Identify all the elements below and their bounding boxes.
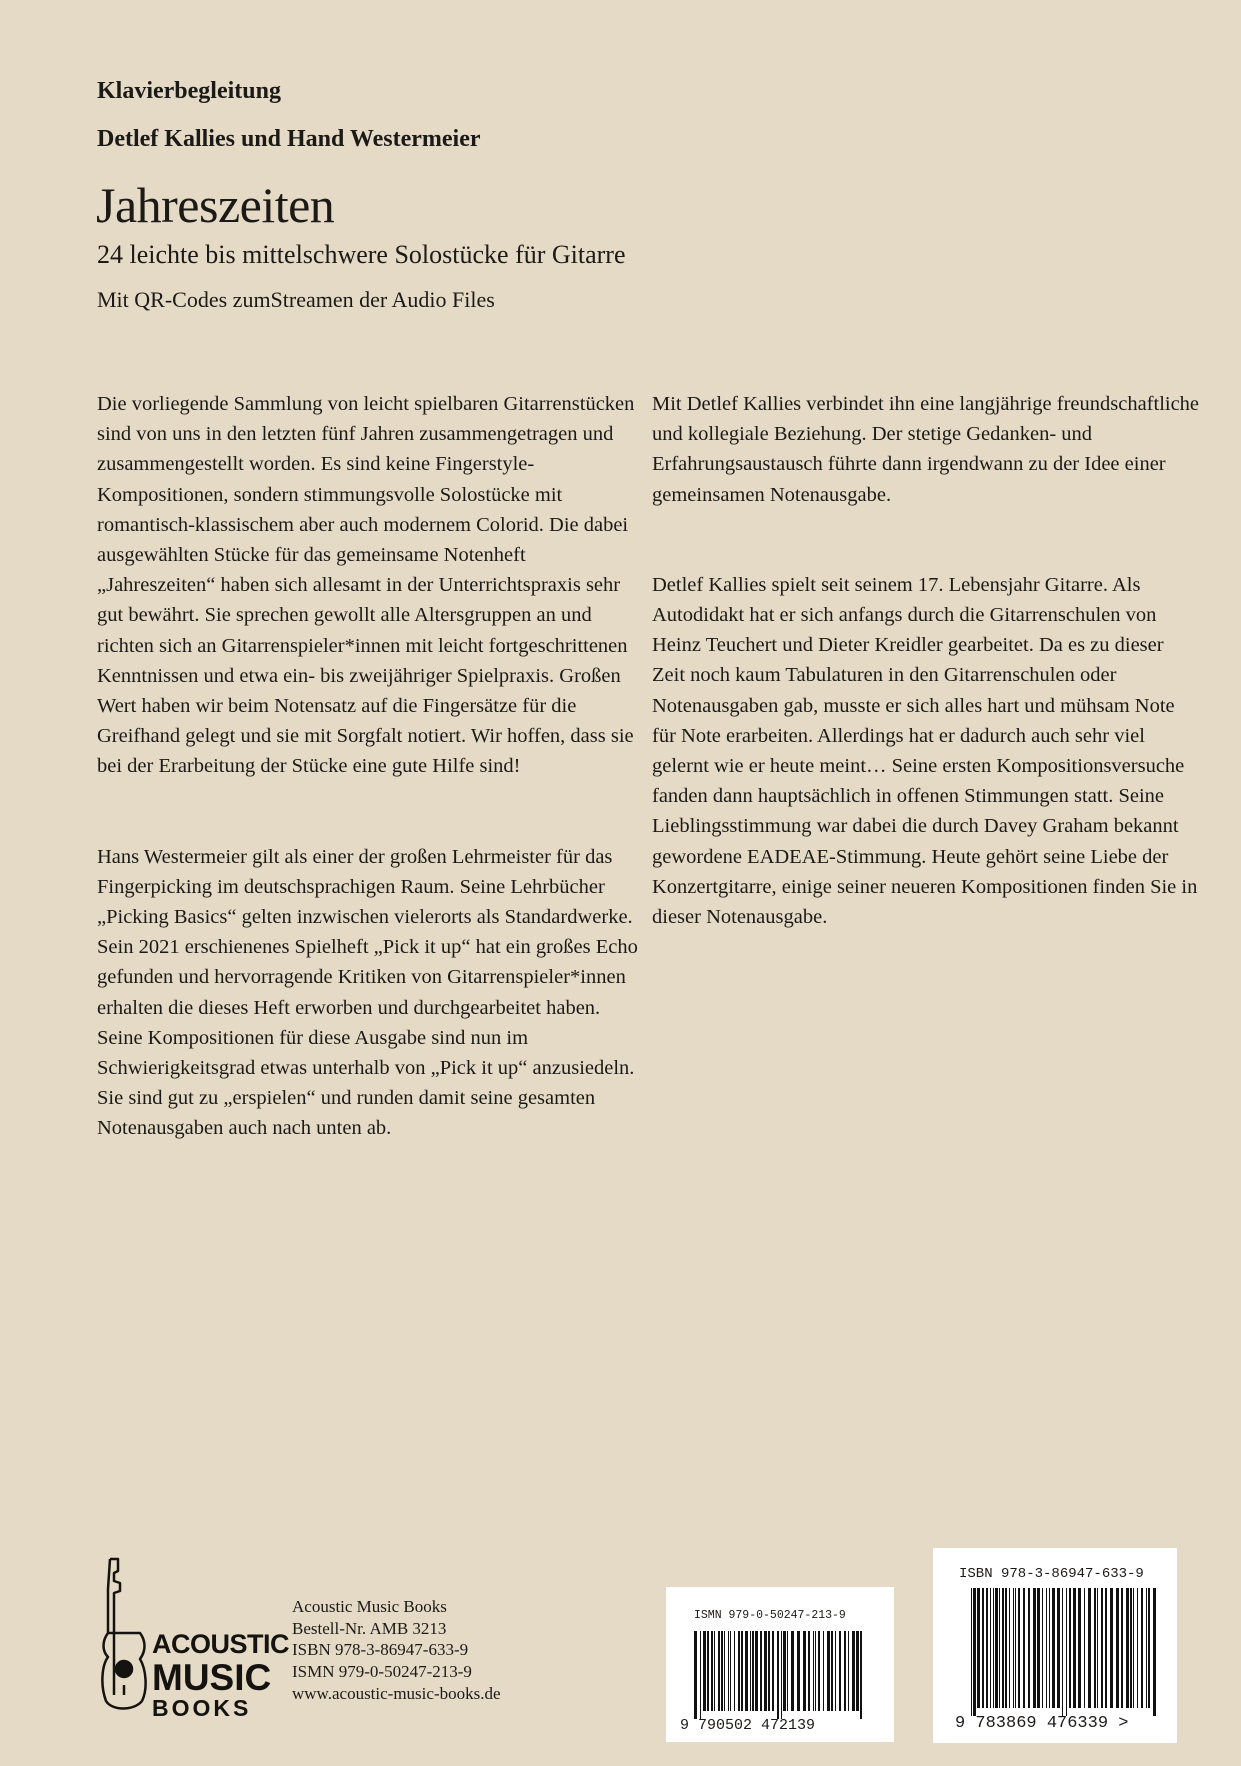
barcode-bar [848, 1631, 849, 1711]
barcode-bar [995, 1588, 998, 1708]
isbn-barcode-digits: 9 783869 476339 > [955, 1714, 1129, 1733]
barcode-bar [813, 1631, 814, 1711]
barcode-bar [728, 1631, 729, 1711]
authors: Detlef Kallies und Hand Westermeier [97, 126, 481, 152]
barcode-bar [783, 1631, 786, 1711]
barcode-bar [1062, 1588, 1063, 1716]
barcode-bar [1042, 1588, 1043, 1708]
text-column-left [97, 389, 645, 1144]
barcode-bar [777, 1631, 779, 1719]
barcode-bar [750, 1631, 751, 1711]
logo-text-books: BOOKS [152, 1695, 252, 1721]
barcode-bar [714, 1631, 715, 1711]
subtitle: 24 leichte bis mittelschwere Solostücke für Gitarre [97, 240, 626, 269]
barcode-bar [973, 1588, 976, 1716]
barcode-bar [1005, 1588, 1007, 1708]
logo-text-music: MUSIC [152, 1657, 272, 1698]
barcode-bar [860, 1631, 862, 1719]
barcode-bar [815, 1631, 816, 1711]
barcode-bar [1073, 1588, 1076, 1708]
isbn-barcode [933, 1548, 1177, 1743]
barcode-bar [982, 1588, 984, 1708]
barcode-bar [1130, 1588, 1132, 1708]
text-column-right [652, 389, 1200, 932]
barcode-bar [772, 1631, 774, 1711]
barcode-bar [852, 1631, 855, 1711]
barcode-bar [839, 1631, 841, 1711]
barcode-bar [990, 1588, 991, 1708]
barcode-bar [827, 1631, 830, 1711]
barcode-bar [1146, 1588, 1147, 1708]
paragraph-westermeier: Hans Westermeier gilt als einer der großen Lehrmeister für das Fingerpicking im deutschsprachigen Raum. Seine Lehrbücher „Picking Basics“ gelten inzwischen vielerorts als Standardwerke. Sein 2021 erschienenes Spielheft „Pick it up“ hat ein großes Echo gefunden und hervorragende Kritiken von Gitarrenspieler*innen erhalten die dieses Heft erworben und durchgearbeitet haben. Seine Kompositionen für diese Ausgabe sind nun im Schwierigkeitsgrad etwas unterhalb von „Pick it up“ anzusiedeln. Sie sind gut zu „erspielen“ und runden damit seine gesamten Notenausgaben auch nach unten ab. [97, 845, 638, 1140]
barcode-bar [1141, 1588, 1143, 1708]
barcode-bar [700, 1631, 701, 1719]
barcode-bar [1052, 1588, 1055, 1708]
barcode-bar [755, 1631, 758, 1711]
barcode-bar [1013, 1588, 1014, 1708]
barcode-bar [977, 1588, 980, 1708]
barcode-bar [856, 1631, 859, 1711]
barcode-bar [781, 1631, 782, 1719]
ismn-barcode-label: ISMN 979-0-50247-213-9 [694, 1609, 846, 1622]
barcode-bar [1148, 1588, 1150, 1708]
barcode-bar [1153, 1588, 1156, 1716]
barcode-bar [707, 1631, 709, 1711]
barcode-bar [797, 1631, 800, 1711]
barcode-bar [745, 1631, 748, 1711]
barcode-bar [1078, 1588, 1081, 1708]
barcode-bar [741, 1631, 743, 1711]
paragraph-kallies: Detlef Kallies spielt seit seinem 17. Lebensjahr Gitarre. Als Autodidakt hat er sich anfangs durch die Gitarrenschulen von Heinz Teuchert und Dieter Kreidler gearbeitet. Da es zu dieser Zeit noch kaum Tabulaturen in den Gitarrenschulen oder Notenausgaben gab, musste er sich alles hart und mühsam Note für Note erarbeiten. Allerdings hat er dadurch auch sehr viel gelernt wie er heute meint… Seine ersten Kompositionsversuche fanden dann hauptsächlich in offenen Stimmungen statt. Seine Lieblingsstimmung war dabei die durch Davey Graham bekannt gewordene EADEAE-Stimmung. Heute gehört seine Liebe der Konzertgitarre, einige seiner neueren Kompositionen finden Sie in dieser Notenausgabe. [652, 573, 1198, 929]
barcode-bar [1023, 1588, 1025, 1708]
imprint-isbn: ISBN 978-3-86947-633-9 [292, 1640, 469, 1660]
barcode-bar [1057, 1588, 1060, 1708]
imprint-block [292, 1596, 501, 1705]
guitar-icon [100, 1555, 160, 1715]
barcode-bar [1116, 1588, 1119, 1708]
barcode-bar [835, 1631, 836, 1711]
barcode-bar [1009, 1588, 1010, 1708]
barcode-bar [1110, 1588, 1113, 1708]
isbn-barcode-label: ISBN 978-3-86947-633-9 [959, 1566, 1144, 1582]
barcode-bar [787, 1631, 788, 1711]
barcode-bar [1046, 1588, 1047, 1708]
paragraph-intro: Die vorliegende Sammlung von leicht spielbaren Gitarrenstücken sind von uns in den letzten fünf Jahren zusammengetragen und zusammengestellt worden. Es sind keine Fingerstyle-Kompositionen, sondern stimmungsvolle Solostücke mit romantisch-klassischem aber auch modernem Colorid. Die dabei ausgewählten Stücke für das gemeinsame Notenheft „Jahreszeiten“ haben sich allesamt in der Unterrichtspraxis sehr gut bewährt. Sie sprechen gewollt alle Altersgruppen an und richten sich an Gitarrenspieler*innen mit leicht fortgeschrittenen Kenntnissen und etwa ein- bis zweijähriger Spielpraxis. Großen Wert haben wir beim Notensatz auf die Fingersätze für die Greifhand gelegt und sie mit Sorgfalt notiert. Wir hoffen, dass sie bei der Erarbeitung der Stücke eine gute Hilfe sind! [97, 393, 635, 778]
barcode-bar [1097, 1588, 1098, 1708]
barcode-bar [1049, 1588, 1050, 1708]
publisher-logo [100, 1555, 289, 1721]
barcode-bar [718, 1631, 720, 1711]
barcode-bar [768, 1631, 770, 1711]
category-label: Klavierbegleitung [97, 78, 281, 104]
barcode-bar [1069, 1588, 1071, 1708]
barcode-bar [1037, 1588, 1040, 1708]
barcode-bar [999, 1588, 1000, 1708]
ismn-barcode [666, 1587, 894, 1742]
barcode-bar [1066, 1588, 1067, 1716]
barcode-bar [711, 1631, 713, 1711]
barcode-bar [1033, 1588, 1036, 1708]
barcode-bar [703, 1631, 706, 1711]
barcode-bar [808, 1631, 810, 1711]
barcode-bar [760, 1631, 762, 1711]
barcode-bar [993, 1588, 994, 1708]
barcode-bar [1015, 1588, 1016, 1708]
barcode-bar [730, 1631, 731, 1711]
barcode-bar [1088, 1588, 1091, 1708]
ismn-barcode-digits: 9 790502 472139 [680, 1717, 816, 1734]
barcode-bar [724, 1631, 725, 1711]
barcode-bar [1137, 1588, 1138, 1708]
barcode-bar [823, 1631, 824, 1711]
barcode-bar [986, 1588, 988, 1708]
barcode-bar [1094, 1588, 1096, 1708]
barcode-bar [738, 1631, 740, 1711]
paragraph-relationship: Mit Detlef Kallies verbindet ihn eine langjährige freundschaftliche und kollegiale Beziehung. Der stetige Gedanken- und Erfahrungsaustausch führte dann irgendwann zu der Idee einer gemeinsamen Notenausgabe. [652, 393, 1200, 506]
ismn-barcode-bars [694, 1631, 864, 1719]
logo-text-acoustic: ACOUSTIC [152, 1629, 289, 1659]
barcode-bar [1084, 1588, 1085, 1708]
imprint-publisher: Acoustic Music Books [292, 1597, 447, 1616]
barcode-bar [752, 1631, 754, 1711]
barcode-bar [734, 1631, 735, 1711]
subtitle-qr: Mit QR-Codes zumStreamen der Audio Files [97, 287, 495, 312]
barcode-bar [1101, 1588, 1103, 1708]
book-title: Jahreszeiten [96, 177, 335, 233]
barcode-bar [1105, 1588, 1107, 1708]
imprint-website[interactable]: www.acoustic-music-books.de [292, 1683, 501, 1703]
barcode-bar [1018, 1588, 1020, 1708]
barcode-bar [844, 1631, 846, 1711]
imprint-order-number: Bestell-Nr. AMB 3213 [292, 1618, 447, 1638]
imprint-ismn: ISMN 979-0-50247-213-9 [292, 1662, 472, 1682]
barcode-bar [721, 1631, 723, 1711]
barcode-bar [971, 1588, 972, 1716]
barcode-bar [1028, 1588, 1030, 1708]
barcode-bar [831, 1631, 833, 1711]
isbn-barcode-bars [971, 1588, 1157, 1716]
barcode-bar [1133, 1588, 1134, 1708]
barcode-bar [694, 1631, 697, 1719]
barcode-bar [1121, 1588, 1123, 1708]
barcode-bar [803, 1631, 806, 1711]
barcode-bar [818, 1631, 820, 1711]
barcode-bar [1002, 1588, 1004, 1708]
barcode-bar [791, 1631, 794, 1711]
barcode-bar [764, 1631, 767, 1711]
barcode-bar [1126, 1588, 1129, 1708]
